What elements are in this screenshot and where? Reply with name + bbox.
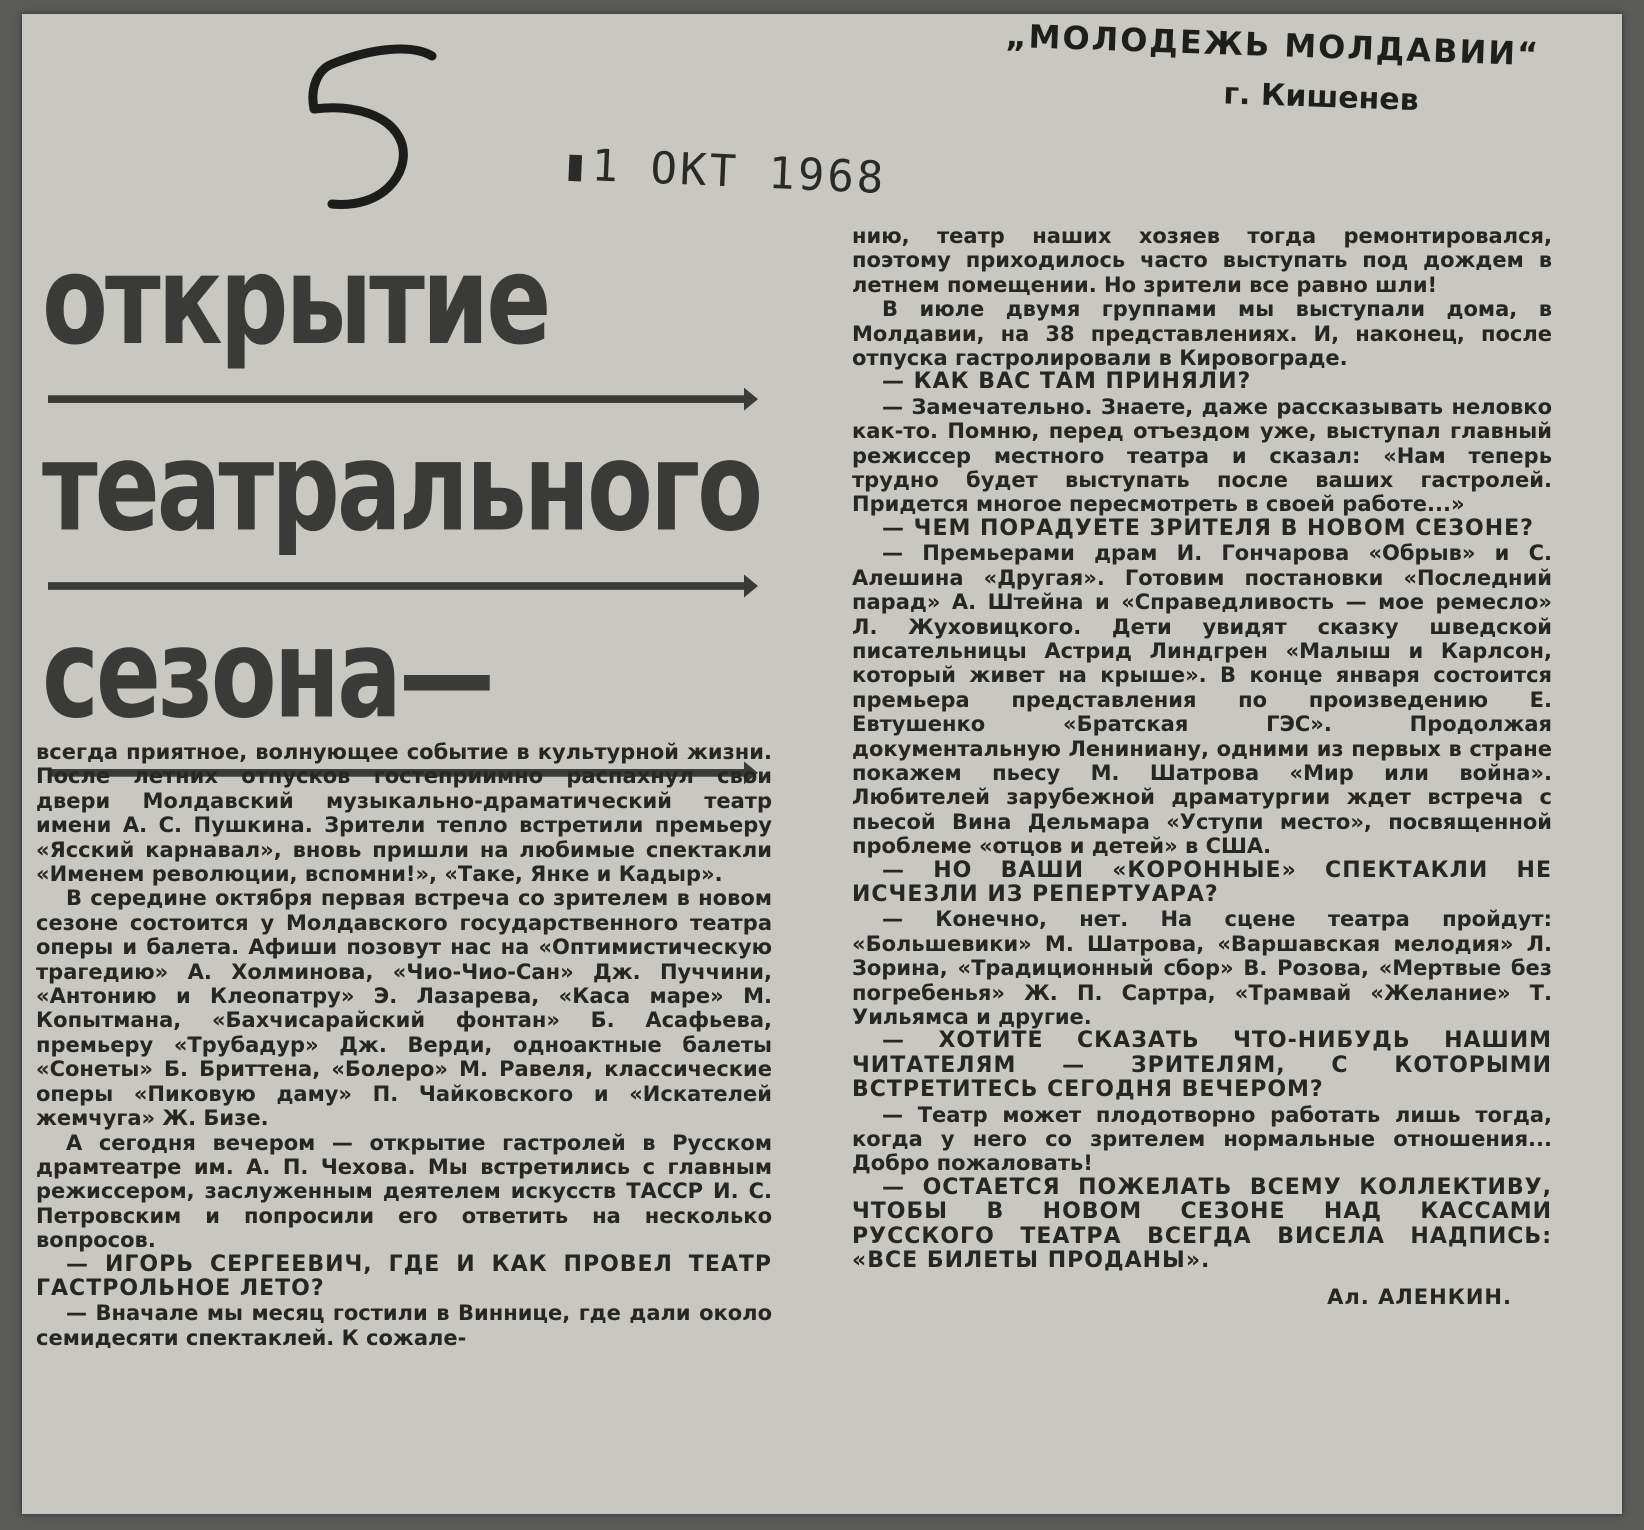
newspaper-name: „МОЛОДЕЖЬ МОЛДАВИИ“: [1004, 16, 1541, 74]
headline-line-2: театрального: [42, 415, 761, 560]
interview-answer: — Вначале мы месяц гостили в Виннице, где дали около семидесяти спектаклей. К сожале-: [36, 1301, 772, 1350]
author-signature: Ал. АЛЕНКИН.: [1327, 1285, 1512, 1310]
masthead: [961, 15, 1584, 124]
interview-question: — НО ВАШИ «КОРОННЫЕ» СПЕКТАКЛИ НЕ ИСЧЕЗЛИ ИЗ РЕПЕРТУАРА?: [852, 857, 1552, 907]
headline-rule-1: [48, 395, 748, 403]
interview-answer: — Замечательно. Знаете, даже рассказывать неловко как-то. Помню, перед отъездом уже, выступал главный режиссер местного театра и сказал: «Нам теперь трудно будет выступать после ваших гастролей. Придется многое пересмотреть в своей работе...»: [852, 394, 1552, 517]
date-stamp: ▮1 ОКТ 1968: [561, 138, 888, 205]
newspaper-city: г. Кишенев: [1222, 76, 1420, 119]
interview-answer: В июле двумя группами мы выступали дома, в Молдавии, на 38 представлениях. И, наконец, после отпуска гастролировали в Кировограде.: [852, 297, 1552, 371]
interview-question: — ИГОРЬ СЕРГЕЕВИЧ, ГДЕ И КАК ПРОВЕЛ ТЕАТР ГАСТРОЛЬНОЕ ЛЕТО?: [36, 1251, 772, 1301]
article-column-left: [36, 740, 772, 1350]
interview-answer: — Театр может плодотворно работать лишь тогда, когда у него со зрителем нормальные отношения... Добро пожаловать!: [852, 1102, 1552, 1176]
closing-statement: — ОСТАЕТСЯ ПОЖЕЛАТЬ ВСЕМУ КОЛЛЕКТИВУ, ЧТОБЫ В НОВОМ СЕЗОНЕ НАД КАССАМИ РУССКОГО ТЕАТРА ВСЕГДА ВИСЕЛА НАДПИСЬ: «ВСЕ БИЛЕТЫ ПРОДАНЫ».: [852, 1174, 1552, 1274]
interview-question: — ХОТИТЕ СКАЗАТЬ ЧТО-НИБУДЬ НАШИМ ЧИТАТЕЛЯМ — ЗРИТЕЛЯМ, С КОТОРЫМИ ВСТРЕТИТЕСЬ СЕГОДНЯ ВЕЧЕРОМ?: [852, 1028, 1552, 1103]
paragraph: А сегодня вечером — открытие гастролей в Русском драмтеатре им. А. П. Чехова. Мы встретились с главным режиссером, заслуженным деятелем искусств ТАССР И. С. Петровским и попросили его ответить на несколько вопросов.: [36, 1130, 772, 1253]
interview-answer: — Конечно, нет. На сцене театра пройдут: «Большевики» М. Шатрова, «Варшавская мелодия» Л. Зорина, «Традиционный сбор» В. Розова, «Мертвые без погребенья» Ж. П. Сартра, «Трамвай «Желание» Т. Уильямса и другие.: [852, 907, 1552, 1029]
interview-question: — КАК ВАС ТАМ ПРИНЯЛИ?: [882, 369, 1252, 395]
headline-rule-2: [48, 582, 748, 590]
interview-answer: нию, театр наших хозяев тогда ремонтировался, поэтому приходилось часто выступать под дождем в летнем помещении. Но зрители все равно шли!: [852, 224, 1552, 297]
headline-line-1: открытие: [42, 228, 549, 373]
article-headline: [42, 228, 782, 795]
newspaper-clipping: [22, 14, 1622, 1514]
interview-answer: — Премьерами драм И. Гончарова «Обрыв» и С. Алешина «Другая». Готовим постановки «Последний парад» А. Штейна и «Справедливость — мое ремесло» Л. Жуховицкого. Дети увидят сказку шведской писательницы Астрид Линдгрен «Малыш и Карлсон, который живет на крыше». В конце января состоится премьера представления по произведению Е. Евтушенко «Братская ГЭС». Продолжая документальную Лениниану, одними из первых в стране покажем пьесу М. Шатрова «Мир или война». Любителей зарубежной драматургии ждет встреча с пьесой Вина Дельмара «Уступи место», посвященной проблеме «отцов и детей» в США.: [852, 541, 1552, 859]
article-column-right: [852, 224, 1552, 1310]
paragraph: В середине октября первая встреча со зрителем в новом сезоне состоится у Молдавского государственного театра оперы и балета. Афиши позовут нас на «Оптимистическую трагедию» А. Холминова, «Чио-Чио-Сан» Дж. Пуччини, «Антонию и Клеопатру» Э. Лазарева, «Каса маре» М. Копытмана, «Бахчисарайский фонтан» Б. Асафьева, премьеру «Трубадур» Дж. Верди, одноактные балеты «Сонеты» Б. Бриттена, «Болеро» М. Равеля, классические оперы «Пиковую даму» П. Чайковского и «Искателей жемчуга» Ж. Бизе.: [36, 886, 772, 1131]
interview-question: — ЧЕМ ПОРАДУЕТЕ ЗРИТЕЛЯ В НОВОМ СЕЗОНЕ?: [882, 515, 1534, 541]
paragraph: всегда приятное, волнующее событие в культурной жизни. После летних отпусков гостеприимно распахнул свои двери Молдавский музыкально-драматический театр имени А. С. Пушкина. Зрители тепло встретили премьеру «Ясский карнавал», вновь пришли на любимые спектакли «Именем революции, вспомни!», «Таке, Янке и Кадыр».: [36, 740, 772, 887]
handwritten-number-mark: [292, 34, 452, 224]
headline-line-3: сезона—: [42, 602, 492, 746]
date-stamp-text: 1 ОКТ 1968: [590, 140, 888, 205]
